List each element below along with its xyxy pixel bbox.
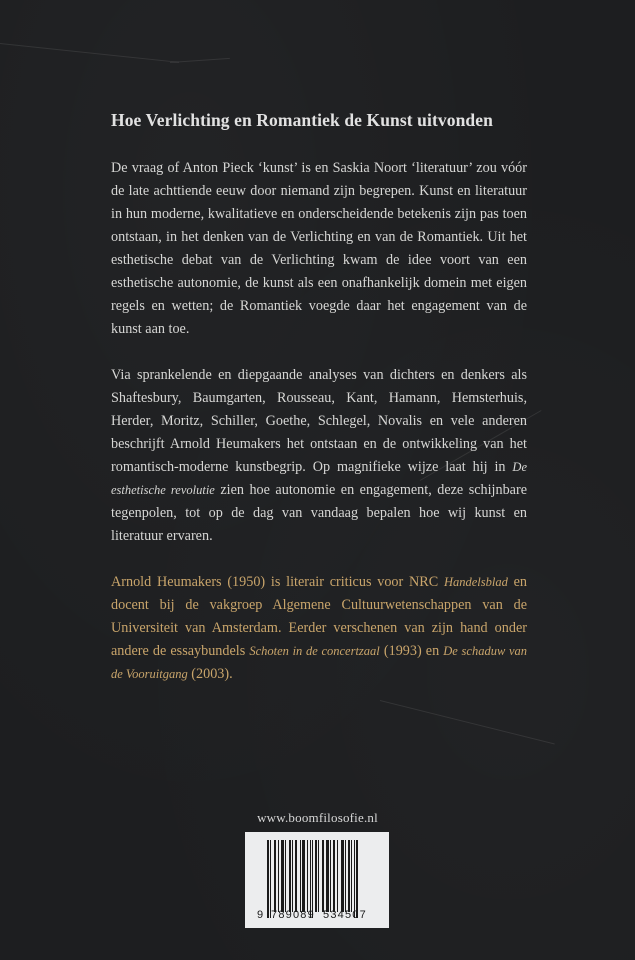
isbn-first-digit: 9 <box>257 909 265 921</box>
bio-text-3: (1993) en <box>379 643 444 659</box>
bio-text-1: Arnold Heumakers (1950) is literair criticus voor NRC <box>111 574 444 590</box>
newspaper-name: Handelsblad <box>443 575 508 589</box>
paragraph-2-text-b: zien hoe autonomie en engagement, deze schijnbare tegenpolen, tot op de dag van vandaag bepalen hoe wij kunst en literatuur ervaren. <box>111 482 527 544</box>
barcode-bars <box>267 840 371 918</box>
previous-book-2: De schaduw van de Vooruitgang <box>111 644 527 681</box>
surface-scratch <box>0 43 179 63</box>
blurb-paragraph-2 <box>111 364 527 548</box>
author-bio <box>111 571 527 686</box>
book-title: De esthetische revolutie <box>111 460 527 497</box>
back-cover-text <box>111 110 527 709</box>
bio-text-2: en docent bij de vakgroep Algemene Cultuurwetenschappen van de Universiteit van Amsterdam. Eerder verschenen van zijn hand onder andere de essaybundels <box>111 574 527 659</box>
paragraph-2-text-a: Via sprankelende en diepgaande analyses van dichters en denkers als Shaftesbury, Baumgarten, Rousseau, Kant, Hamann, Hemsterhuis, Herder, Moritz, Schiller, Goethe, Schlegel, Novalis en vele anderen beschrijft Arnold Heumakers het ontstaan en de ontwikkeling van het romantisch-moderne kunstbegrip. Op magnifieke wijze laat hij in <box>111 367 527 475</box>
blurb-heading: Hoe Verlichting en Romantiek de Kunst uitvonden <box>111 110 493 130</box>
blurb-paragraph-1: De vraag of Anton Pieck ‘kunst’ is en Saskia Noort ‘literatuur’ zou vóór de late achttiende eeuw door niemand zijn begrepen. Kunst en literatuur in hun moderne, kwalitatieve en onderscheidende betekenis zijn pas toen ontstaan, in het denken van de Verlichting en van de Romantiek. Uit het esthetische debat van de Verlichting kwam de idee voort van een esthetische autonomie, de kunst als een onafhankelijk domein met eigen regels en wetten; de Romantiek voegde daar het engagement van de kunst aan toe. <box>111 160 527 337</box>
surface-scratch <box>170 58 230 63</box>
isbn-number <box>257 909 381 921</box>
isbn-group-1: 789089 <box>271 909 315 921</box>
publisher-website: www.boomfilosofie.nl <box>257 810 378 825</box>
isbn-barcode <box>245 832 389 928</box>
previous-book-1: Schoten in de concertzaal <box>249 644 380 658</box>
isbn-group-2: 534507 <box>323 909 367 921</box>
bio-text-4: (2003). <box>187 666 233 682</box>
